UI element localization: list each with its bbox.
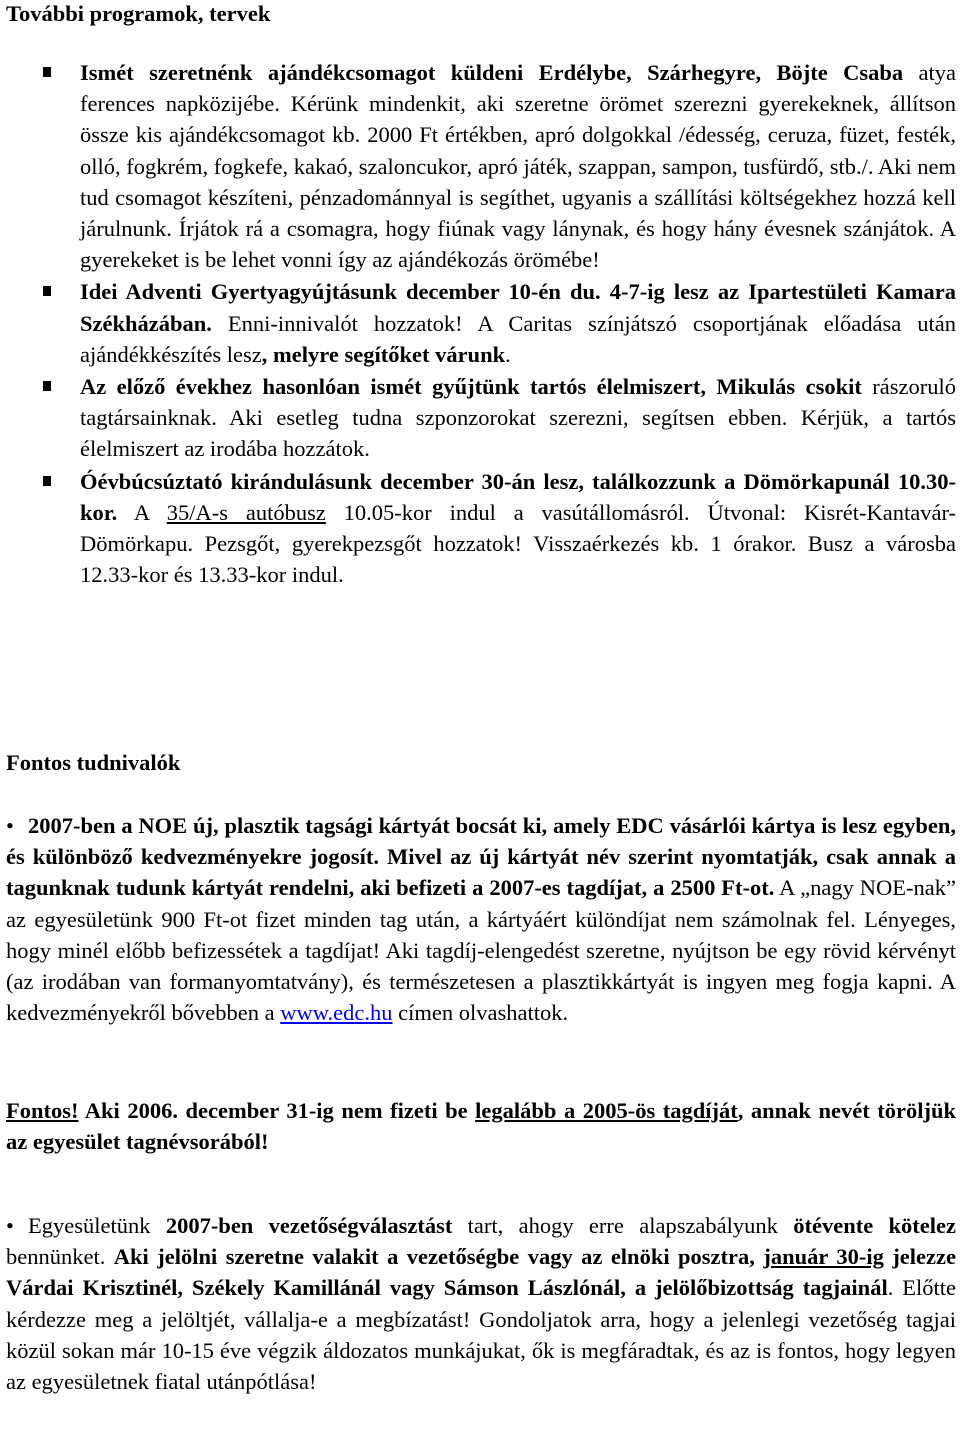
- square-bullet-icon: [43, 381, 51, 391]
- dot-bullet-icon: •: [6, 1213, 14, 1238]
- list-item: [6, 57, 956, 275]
- item-text: Az előző évekhez hasonlóan ismét gyűjtünk tartós élelmiszert, Mikulás csokit rászoruló tagtársainknak. Aki esetleg tudna szponzorokat szerezni, segítsen ebben. Kérjük, a tartós élelmiszert az irodába hozzátok.: [80, 374, 956, 462]
- membership-card-paragraph: • 2007-ben a NOE új, plasztik tagsági kártyát bocsát ki, amely EDC vásárlói kártya is lesz egyben, és különböző kedvezményekre jogosít. Mivel az új kártyát név szerint nyomtatják, csak annak a tagunknak tudunk kártyát rendelni, aki befizeti a 2007-es tagdíjat, a 2500 Ft-ot. A „nagy NOE-nak” az egyesületünk 900 Ft-ot fizet minden tag után, a kártyáért különdíjat nem számolnak fel. Lényeges, hogy minél előbb befizessétek a tagdíjat! Aki tagdíj-elengedést szeretne, nyújtson be egy rövid kérvényt (az irodában van formanyomtatvány), és természetesen a plasztikkártyát is ingyen meg fogja kapni. A kedvezményekről bővebben a www.edc.hu címen olvashattok.: [6, 810, 956, 1028]
- important-notice: Fontos! Aki 2006. december 31-ig nem fizeti be legalább a 2005-ös tagdíját, annak nevét töröljük az egyesület tagnévsorából!: [6, 1098, 956, 1155]
- edc-link[interactable]: www.edc.hu: [280, 1000, 393, 1026]
- item-text: Idei Adventi Gyertyagyújtásunk december 10-én du. 4-7-ig lesz az Ipartestületi Kamara Székházában. Enni-innivalót hozzatok! A Caritas színjátszó csoportjának előadása után ajándékkészítés lesz, melyre segítőket várunk.: [80, 279, 956, 367]
- list-item: [6, 371, 956, 465]
- item-text: Óévbúcsúztató kirándulásunk december 30-án lesz, találkozzunk a Dömörkapunál 10.30-kor. A 35/A-s autóbusz 10.05-kor indul a vasútállomásról. Útvonal: Kisrét-Kantavár-Dömörkapu. Pezsgőt, gyerekpezsgőt hozzatok! Visszaérkezés kb. 1 órakor. Busz a városba 12.33-kor és 13.33-kor indul.: [80, 468, 956, 588]
- section-title-programs: További programok, tervek: [6, 1, 271, 26]
- programs-list: [6, 57, 956, 591]
- election-paragraph: • Egyesületünk 2007-ben vezetőségválasztást tart, ahogy erre alapszabályunk ötévente kötelez bennünket. Aki jelölni szeretne valakit a vezetőségbe vagy az elnöki posztra, január 30-ig jelezze Várdai Krisztinél, Székely Kamillánál vagy Sámson Lászlónál, a jelölőbizottság tagjainál. Előtte kérdezze meg a jelöltjét, vállalja-e a megbízatást! Gondoljatok arra, hogy a jelenlegi vezetőség tagjai közül sokan már 10-15 éve végzik áldozatos munkájukat, ők is megfáradtak, és az is fontos, hogy legyen az egyesületnek fiatal utánpótlása!: [6, 1210, 956, 1397]
- square-bullet-icon: [43, 286, 51, 296]
- section-title-important: Fontos tudnivalók: [6, 750, 181, 775]
- item-text: Ismét szeretnénk ajándékcsomagot küldeni Erdélybe, Szárhegyre, Böjte Csaba atya ferences napközijébe. Kérünk mindenkit, aki szeretne örömet szerezni gyerekeknek, állítson össze kis ajándékcsomagot kb. 2000 Ft értékben, apró dolgokkal /édesség, ceruza, füzet, festék, olló, fogkrém, fogkefe, kakaó, szaloncukor, apró játék, szappan, sampon, tusfürdő, stb./. Aki nem tud csomagot készíteni, pénzadománnyal is segíthet, ugyanis a szállítási költségekhez hozzá kell járulnunk. Írjátok rá a csomagra, hogy fiúnak vagy lánynak, és hogy hány évesnek szánjátok. A gyerekeket is be lehet vonni így az ajándékozás örömébe!: [80, 60, 956, 273]
- square-bullet-icon: [43, 67, 51, 77]
- list-item: [6, 466, 956, 591]
- list-item: [6, 276, 956, 370]
- dot-bullet-icon: •: [6, 813, 14, 838]
- square-bullet-icon: [43, 476, 51, 486]
